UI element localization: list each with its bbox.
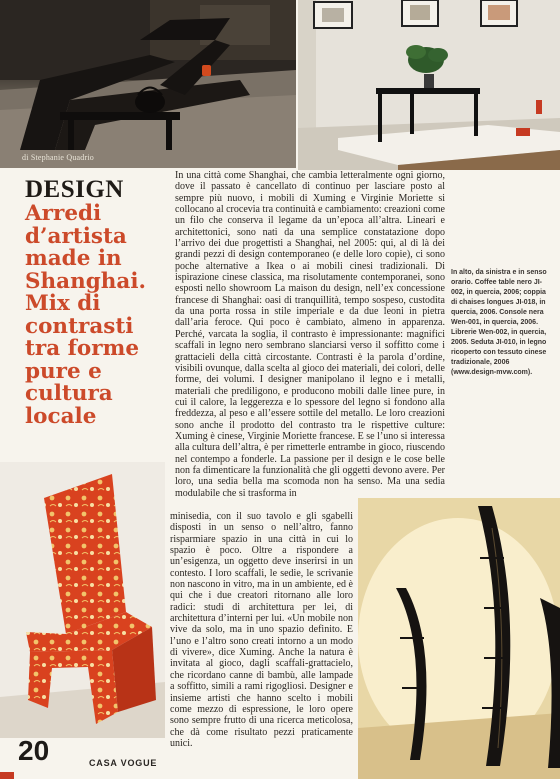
page-number: 20 [18, 735, 50, 766]
magazine-name: CASA VOGUE [89, 758, 158, 768]
article-body-continued: minisedia, con il suo tavolo e gli sgabelli disposti in un senso o nell’altro, fanno risparmiare spazio in una città in cui lo spazio è poco. Oltre a rispondere a un’esigenza, un oggetto deve inserirsi in un contesto. I loro scaffali, le sedie, le scrivanie non nascono in vitro, ma in un ambiente, ed è qui che i due creatori ritornano alle loro radici: studi di architettura per lei, di architettura d’interni per lui. «Un mobile non vive da solo, ma in uno spazio definito. E l’uno e l’altro sono creati intorno a un modo di vivere», dice Xuming. Anche la natura è invitata al gioco, dagli scaffali-grattacielo, che ricordano canne di bambù, alle lampade a soffitto, simili a rami rigogliosi. Designer e insieme artisti che hanno scelto i mobili come mezzo di espressione, le loro opere sono sempre frutto di una ricerca meticolosa, che dà come risultato pezzi praticamente unici. [170, 511, 353, 749]
chaises-longues-illustration [0, 0, 296, 168]
photo-chaises-longues [0, 0, 296, 168]
article-body-main: In una città come Shanghai, che cambia letteralmente ogni giorno, dove il passato è cancellato di continuo per lasciare posto al sempre più nuovo, i mobili di Xuming e Virginie Moriette si collocano al crocevia tra continuità e cambiamento: creazioni come un filo che conserva il legame da un’epoca all’altra. Lineari e architettonici, sono nati da una semplice constatazione dopo l’arrivo dei due progettisti a Shanghai, nel 2005: qui, al di là dei grandi pezzi di design contemporaneo (e delle loro copie), ci sono poche alternative a Ikea o ai mobili cinesi tradizionali. Di ispirazione cinese classica, ma risolutamente contemporanei, sono esposti nello showroom La maison du design, nell’ex concessione francese di Shanghai: oasi di tranquillità, tempo sospeso, custodita da una porta rossa in stile imperiale e da due leoni in pietra dall’aria feroce. Qui poco è cambiato, almeno in apparenza. Perché, varcata la soglia, il contrasto è impressionante: magnifici scaffali in legno nero sembrano slanciarsi verso il soffitto come i grattacieli della città circostante. Contrasti è la parola d’ordine, visibili ovunque, dalla scelta al gioco dei materiali, dei colori, delle forme, dei volumi. I designer manipolano il legno e i metalli, materiali che prediligono, e producono mobili dalle linee pure, in cui il calore, la leggerezza e lo spessore del legno si fondono alla freddezza, al peso e all’essere sottile del metallo. Le loro creazioni sono anche il prodotto del contrasto tra le rispettive culture: Xuming è cinese, Virginie Moriette francese. E se l’uno si interessa alla cultura dell’altra, è per rimetterle entrambe in gioco, riuscendo nel contempo a fonderle. La passione per il design e le cose belle non fa dimenticare la funzionalità che gli oggetti devono avere. Per loro, una sedia bella ma scomoda non ha senso. Ma una sedia modulabile che si trasforma in [175, 170, 445, 499]
photo-credit: di Stephanie Quadrio [22, 153, 94, 162]
article-headline: Arredi d’artista made in Shanghai. Mix di contrasti tra forme pure e cultura locale [25, 201, 146, 429]
red-chair-illustration [0, 462, 165, 738]
bookcases-illustration [358, 498, 560, 779]
section-kicker: DESIGN [25, 176, 124, 203]
photo-console [298, 0, 560, 170]
page-number-accent-bar [0, 772, 14, 779]
console-illustration [298, 0, 560, 170]
photo-caption: In alto, da sinistra e in senso orario. Coffee table nero JI-002, in quercia, 2006; coppia di chaises longues JI-018, in quercia, 2006. Console nera Wen-001, in quercia, 2006. Librerie Wen-002, in quercia, 2005. Seduta JI-010, in legno ricoperto con tessuto cinese tradizionale, 2006 (www.design-mvw.com). [451, 269, 547, 376]
photo-red-chair [0, 462, 165, 738]
photo-bookcases [358, 498, 560, 779]
